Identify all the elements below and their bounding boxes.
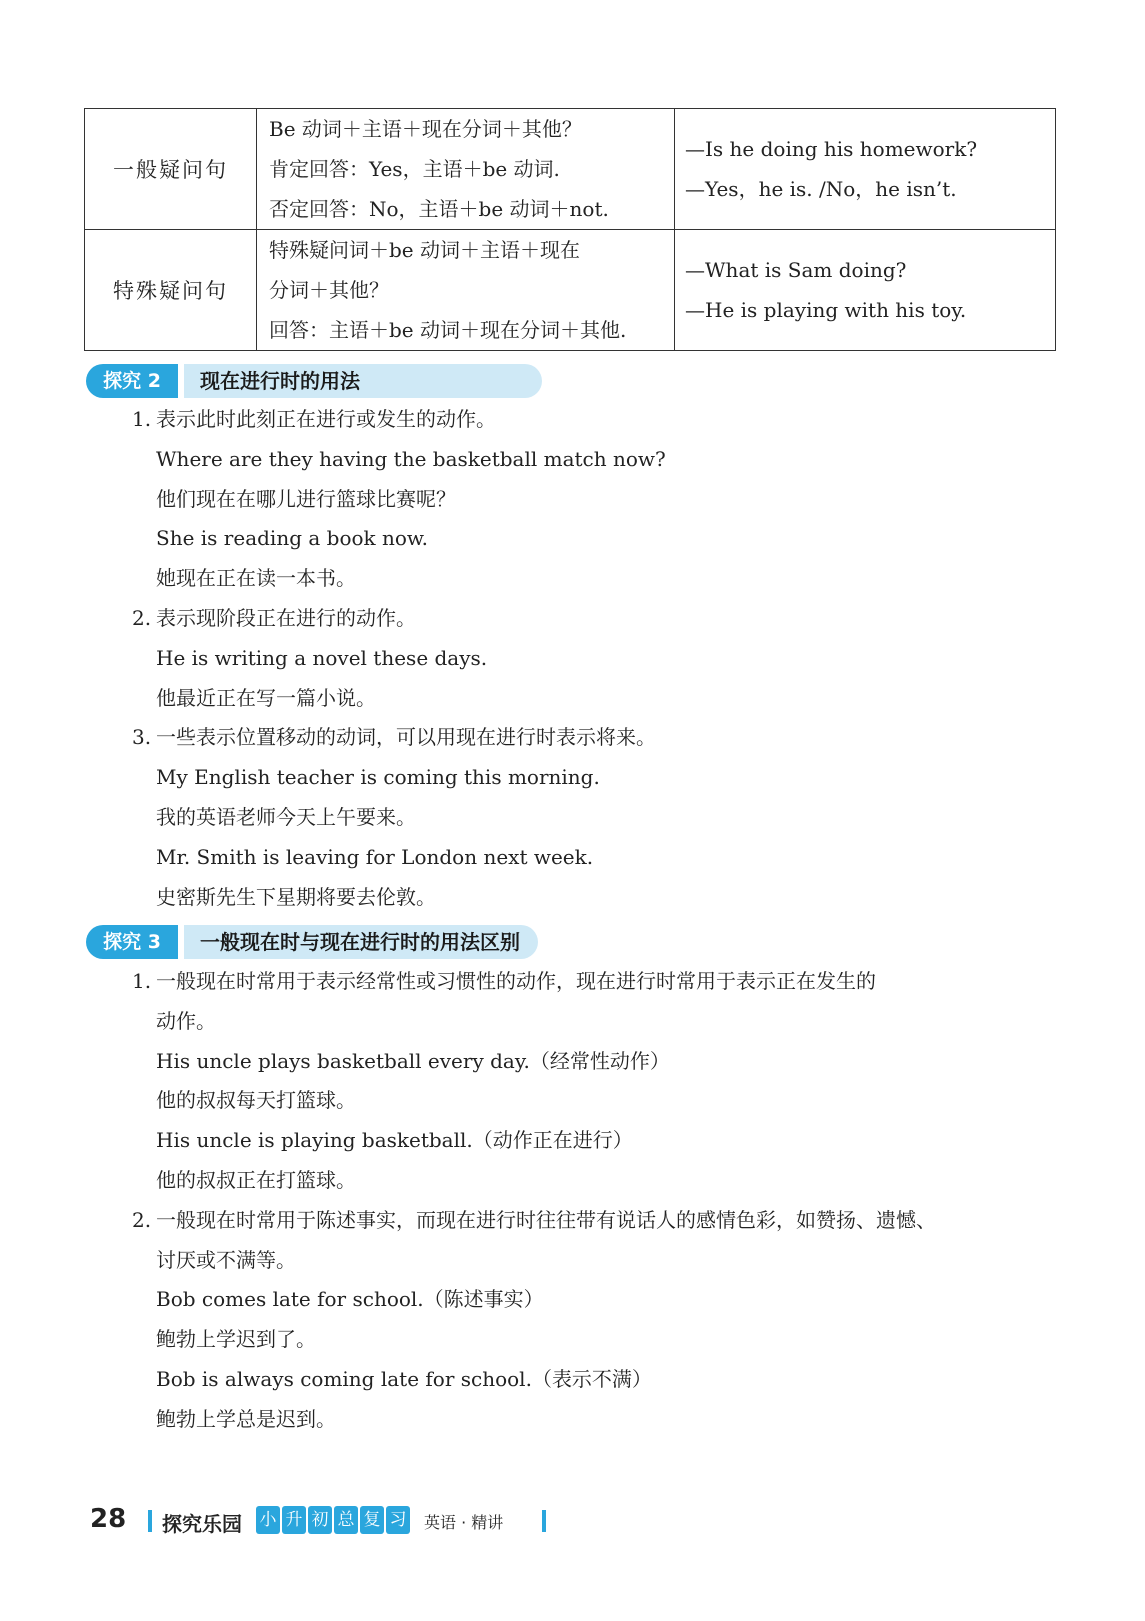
table-row [85, 109, 1056, 230]
subject-label: 英语 · 精讲 [424, 1513, 504, 1532]
divider-bar [542, 1510, 546, 1532]
list-item [132, 962, 1085, 1002]
structure-line: 特殊疑问词＋be 动词＋主语＋现在 [269, 238, 580, 262]
list-item [132, 400, 1085, 440]
example-line: His uncle is playing basketball.（动作正在进行） [156, 1128, 633, 1153]
example-line: Bob comes late for school.（陈述事实） [156, 1287, 544, 1312]
list-item [132, 718, 1085, 758]
example-line: He is writing a novel these days. [156, 645, 488, 670]
translation-line: 他们现在在哪儿进行篮球比赛呢？ [156, 486, 456, 511]
example-line: —Is he doing his homework? [685, 137, 978, 161]
table-row [85, 230, 1056, 351]
structure-line: 分词＋其他？ [269, 278, 389, 302]
example-line: She is reading a book now. [156, 526, 429, 551]
structure-line: 否定回答：No，主语＋be 动词＋not. [269, 197, 609, 221]
item-heading: 一些表示位置移动的动词，可以用现在进行时表示将来。 [156, 725, 656, 750]
item-heading-continued: 讨厌或不满等。 [156, 1247, 296, 1272]
section-title: 一般现在时与现在进行时的用法区别 [184, 925, 538, 959]
item-number: 2. [132, 605, 152, 630]
section-2-content [132, 400, 1085, 917]
example-line: His uncle plays basketball every day.（经常性动作） [156, 1048, 670, 1073]
list-item [132, 1201, 1085, 1241]
item-number: 3. [132, 725, 152, 750]
translation-line: 她现在正在读一本书。 [156, 566, 356, 591]
example-line: Bob is always coming late for school.（表示不满） [156, 1366, 652, 1391]
item-number: 1. [132, 969, 152, 993]
series-char: 复 [360, 1506, 384, 1534]
structure-cell [257, 230, 675, 351]
sentence-type: 特殊疑问句 [85, 230, 257, 351]
series-char: 总 [334, 1506, 358, 1534]
item-number: 2. [132, 1207, 152, 1232]
item-heading: 一般现在时常用于表示经常性或习惯性的动作，现在进行时常用于表示正在发生的 [156, 969, 876, 993]
example-cell [675, 109, 1056, 230]
example-line: —He is playing with his toy. [685, 298, 967, 322]
example-line: My English teacher is coming this morning. [156, 765, 600, 790]
translation-line: 鲍勃上学迟到了。 [156, 1327, 316, 1352]
brand-name: 探究乐园 [162, 1512, 242, 1536]
grammar-table [84, 108, 1056, 351]
item-heading: 表示现阶段正在进行的动作。 [156, 605, 416, 630]
section-title: 现在进行时的用法 [184, 364, 542, 398]
structure-cell [257, 109, 675, 230]
page-number: 28 [90, 1504, 127, 1534]
series-char: 升 [282, 1506, 306, 1534]
translation-line: 他最近正在写一篇小说。 [156, 685, 376, 710]
sentence-type: 一般疑问句 [85, 109, 257, 230]
example-line: Where are they having the basketball match now? [156, 446, 666, 471]
example-line: Mr. Smith is leaving for London next week. [156, 844, 594, 869]
series-badge [256, 1506, 410, 1534]
translation-line: 他的叔叔每天打篮球。 [156, 1088, 356, 1113]
example-cell [675, 230, 1056, 351]
series-char: 小 [256, 1506, 280, 1534]
item-heading-continued: 动作。 [156, 1008, 216, 1033]
list-item [132, 599, 1085, 639]
translation-line: 鲍勃上学总是迟到。 [156, 1406, 336, 1431]
series-char: 初 [308, 1506, 332, 1534]
example-line: —What is Sam doing? [685, 258, 907, 282]
structure-line: 肯定回答：Yes，主语＋be 动词. [269, 157, 560, 181]
divider-bar [148, 1510, 152, 1532]
series-char: 习 [386, 1506, 410, 1534]
structure-line: 回答：主语＋be 动词＋现在分词＋其他. [269, 318, 627, 342]
item-heading: 表示此时此刻正在进行或发生的动作。 [156, 407, 496, 431]
structure-line: Be 动词＋主语＋现在分词＋其他？ [269, 117, 582, 141]
section-tag-label: 探究 2 [86, 364, 178, 398]
translation-line: 我的英语老师今天上午要来。 [156, 804, 416, 829]
item-number: 1. [132, 407, 152, 431]
translation-line: 他的叔叔正在打篮球。 [156, 1167, 356, 1192]
example-line: —Yes，he is. /No，he isn’t. [685, 177, 957, 201]
section-3-content [132, 962, 1085, 1440]
translation-line: 史密斯先生下星期将要去伦敦。 [156, 884, 436, 909]
item-heading: 一般现在时常用于陈述事实，而现在进行时往往带有说话人的感情色彩，如赞扬、遗憾、 [156, 1207, 936, 1232]
section-tag-label: 探究 3 [86, 925, 178, 959]
